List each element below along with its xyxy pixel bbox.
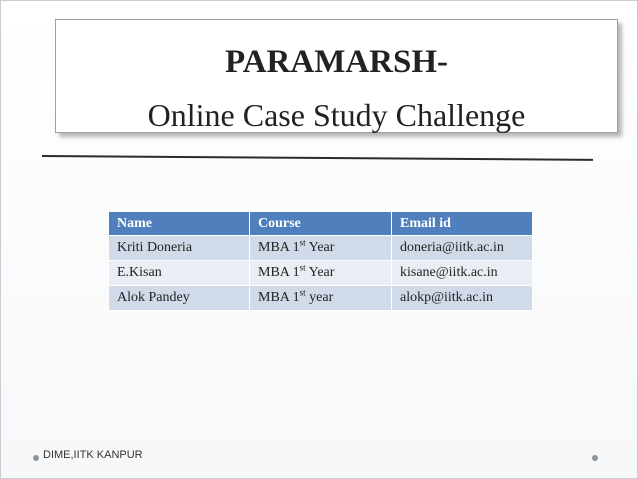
footer-bullet-right [592,455,598,461]
header-email: Email id [392,212,533,236]
cell-name: Alok Pandey [109,286,250,311]
course-text-suffix: year [305,290,334,305]
header-course: Course [250,212,392,236]
cell-email: kisane@iitk.ac.in [392,261,533,286]
course-superscript: st [299,287,306,298]
slide-title: PARAMARSH- [224,44,449,80]
header-name: Name [109,212,250,236]
course-superscript: st [299,262,306,273]
table-header-row [109,212,533,236]
title-box [55,19,618,133]
cell-email: doneria@iitk.ac.in [392,236,533,261]
course-text: MBA 1 [258,240,300,255]
course-superscript: st [299,237,306,248]
slide-subtitle: Online Case Study Challenge [147,97,526,133]
course-text: MBA 1 [258,290,300,305]
cell-course [250,261,392,286]
course-text-suffix: Year [305,265,335,280]
cell-email: alokp@iitk.ac.in [392,286,533,311]
divider-line [42,155,593,161]
table-row [109,236,533,261]
cell-course [250,236,392,261]
cell-name: Kriti Doneria [109,236,250,261]
footer-bullet-left [33,455,39,461]
course-text-suffix: Year [305,240,335,255]
members-table [108,211,533,311]
cell-course [250,286,392,311]
table-row [109,286,533,311]
footer-text: DIME,IITK KANPUR [43,449,143,461]
course-text: MBA 1 [258,265,300,280]
table-row [109,261,533,286]
cell-name: E.Kisan [109,261,250,286]
